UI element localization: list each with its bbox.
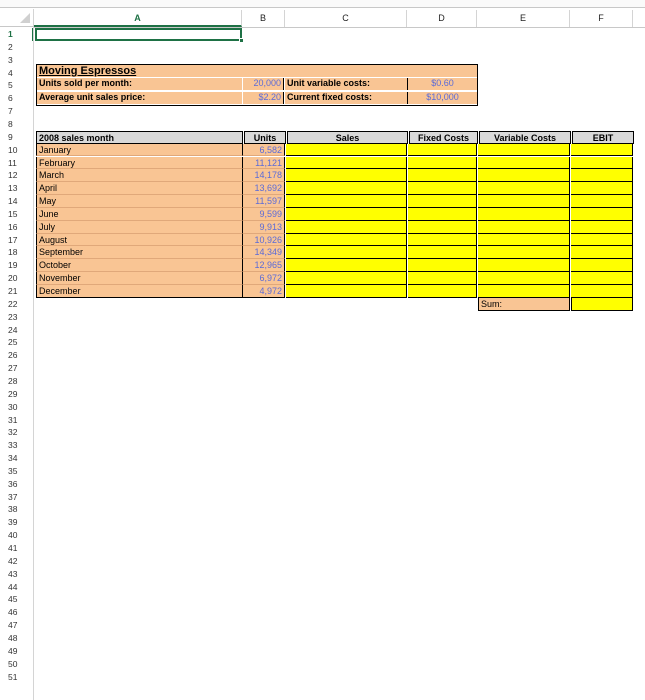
fixed-costs-cell[interactable]: [408, 182, 477, 195]
row-header-31[interactable]: 31: [8, 414, 18, 425]
row-header-50[interactable]: 50: [8, 658, 18, 669]
header-ebit[interactable]: EBIT: [572, 131, 634, 144]
units-cell[interactable]: 12,965: [243, 259, 285, 272]
sales-cell[interactable]: [286, 246, 407, 259]
header-units[interactable]: Units: [244, 131, 286, 144]
units-cell[interactable]: 9,599: [243, 208, 285, 221]
variable-costs-cell[interactable]: [478, 195, 570, 208]
column-header-d[interactable]: D: [407, 10, 477, 27]
units-sold-value[interactable]: 20,000: [243, 78, 284, 90]
row-header-46[interactable]: 46: [8, 607, 18, 618]
current-fixed-costs-label[interactable]: Current fixed costs:: [285, 92, 407, 104]
month-cell[interactable]: April: [36, 182, 243, 195]
row-header-6[interactable]: 6: [8, 93, 13, 104]
ebit-cell[interactable]: [571, 157, 633, 170]
variable-costs-cell[interactable]: [478, 157, 570, 170]
fixed-costs-cell[interactable]: [408, 234, 477, 247]
variable-costs-cell[interactable]: [478, 208, 570, 221]
fixed-costs-cell[interactable]: [408, 246, 477, 259]
ebit-cell[interactable]: [571, 246, 633, 259]
sales-cell[interactable]: [286, 169, 407, 182]
select-all-corner[interactable]: [0, 9, 34, 27]
variable-costs-cell[interactable]: [478, 234, 570, 247]
ebit-cell[interactable]: [571, 285, 633, 298]
units-cell[interactable]: 14,178: [243, 169, 285, 182]
month-cell[interactable]: June: [36, 208, 243, 221]
month-cell[interactable]: August: [36, 234, 243, 247]
fill-handle[interactable]: [239, 38, 244, 43]
header-variable-costs[interactable]: Variable Costs: [479, 131, 571, 144]
month-cell[interactable]: September: [36, 246, 243, 259]
avg-price-label[interactable]: Average unit sales price:: [37, 92, 242, 104]
row-header-17[interactable]: 17: [8, 234, 18, 245]
ebit-sum-cell[interactable]: [571, 298, 633, 311]
row-header-49[interactable]: 49: [8, 645, 18, 656]
month-cell[interactable]: November: [36, 272, 243, 285]
row-header-36[interactable]: 36: [8, 478, 18, 489]
variable-costs-cell[interactable]: [478, 144, 570, 157]
units-cell[interactable]: 10,926: [243, 234, 285, 247]
fixed-costs-cell[interactable]: [408, 157, 477, 170]
ebit-cell[interactable]: [571, 221, 633, 234]
row-header-3[interactable]: 3: [8, 54, 13, 65]
avg-price-value[interactable]: $2.20: [243, 92, 284, 104]
row-header-2[interactable]: 2: [8, 41, 13, 52]
row-header-34[interactable]: 34: [8, 453, 18, 464]
row-header-7[interactable]: 7: [8, 106, 13, 117]
unit-variable-costs-value[interactable]: $0.60: [407, 78, 477, 90]
row-header-13[interactable]: 13: [8, 183, 18, 194]
unit-variable-costs-label[interactable]: Unit variable costs:: [285, 78, 407, 90]
variable-costs-cell[interactable]: [478, 182, 570, 195]
row-header-10[interactable]: 10: [8, 144, 18, 155]
units-cell[interactable]: 6,582: [243, 144, 285, 157]
month-cell[interactable]: February: [36, 157, 243, 170]
sales-cell[interactable]: [286, 144, 407, 157]
column-header-a[interactable]: A: [34, 10, 242, 27]
column-header-f[interactable]: F: [570, 10, 633, 27]
row-header-4[interactable]: 4: [8, 67, 13, 78]
variable-costs-cell[interactable]: [478, 272, 570, 285]
row-header-19[interactable]: 19: [8, 260, 18, 271]
column-header-b[interactable]: B: [242, 10, 285, 27]
row-header-divider: [33, 27, 34, 700]
row-header-14[interactable]: 14: [8, 196, 18, 207]
row-header-47[interactable]: 47: [8, 620, 18, 631]
sales-cell[interactable]: [286, 272, 407, 285]
sales-cell[interactable]: [286, 259, 407, 272]
row-header-40[interactable]: 40: [8, 530, 18, 541]
ebit-cell[interactable]: [571, 144, 633, 157]
row-header-15[interactable]: 15: [8, 208, 18, 219]
units-cell[interactable]: 9,913: [243, 221, 285, 234]
selected-cell-a1[interactable]: [35, 28, 242, 41]
units-sold-label[interactable]: Units sold per month:: [37, 78, 242, 90]
row-header-8[interactable]: 8: [8, 118, 13, 129]
header-sales[interactable]: Sales: [287, 131, 408, 144]
fixed-costs-cell[interactable]: [408, 221, 477, 234]
ebit-cell[interactable]: [571, 234, 633, 247]
title-cell[interactable]: Moving Espressos: [37, 65, 477, 77]
row-header-1[interactable]: 1: [0, 28, 34, 41]
month-cell[interactable]: December: [36, 285, 243, 298]
ebit-cell[interactable]: [571, 169, 633, 182]
header-month[interactable]: 2008 sales month: [36, 131, 243, 144]
units-cell[interactable]: 11,121: [243, 157, 285, 170]
row-header-38[interactable]: 38: [8, 504, 18, 515]
variable-costs-cell[interactable]: [478, 221, 570, 234]
sales-cell[interactable]: [286, 208, 407, 221]
row-header-45[interactable]: 45: [8, 594, 18, 605]
ebit-cell[interactable]: [571, 272, 633, 285]
row-header-18[interactable]: 18: [8, 247, 18, 258]
fixed-costs-cell[interactable]: [408, 272, 477, 285]
row-header-29[interactable]: 29: [8, 388, 18, 399]
ebit-cell[interactable]: [571, 259, 633, 272]
fixed-costs-cell[interactable]: [408, 285, 477, 298]
sales-cell[interactable]: [286, 234, 407, 247]
units-cell[interactable]: 4,972: [243, 285, 285, 298]
row-header-25[interactable]: 25: [8, 337, 18, 348]
ebit-cell[interactable]: [571, 195, 633, 208]
variable-costs-cell[interactable]: [478, 259, 570, 272]
row-header-43[interactable]: 43: [8, 568, 18, 579]
month-cell[interactable]: October: [36, 259, 243, 272]
row-header-26[interactable]: 26: [8, 350, 18, 361]
month-cell[interactable]: January: [36, 144, 243, 157]
row-header-37[interactable]: 37: [8, 491, 18, 502]
fixed-costs-cell[interactable]: [408, 259, 477, 272]
ebit-cell[interactable]: [571, 208, 633, 221]
row-header-11[interactable]: 11: [8, 157, 17, 168]
row-header-48[interactable]: 48: [8, 632, 18, 643]
row-header-32[interactable]: 32: [8, 427, 18, 438]
row-header-33[interactable]: 33: [8, 440, 18, 451]
row-header-5[interactable]: 5: [8, 80, 13, 91]
row-header-39[interactable]: 39: [8, 517, 18, 528]
row-header-16[interactable]: 16: [8, 221, 18, 232]
fixed-costs-cell[interactable]: [408, 208, 477, 221]
units-cell[interactable]: 13,692: [243, 182, 285, 195]
units-cell[interactable]: 11,597: [243, 195, 285, 208]
row-header-30[interactable]: 30: [8, 401, 18, 412]
row-header-51[interactable]: 51: [8, 671, 18, 682]
sales-cell[interactable]: [286, 195, 407, 208]
sum-label[interactable]: Sum:: [478, 298, 570, 311]
variable-costs-cell[interactable]: [478, 169, 570, 182]
ebit-cell[interactable]: [571, 182, 633, 195]
row-header-20[interactable]: 20: [8, 273, 18, 284]
month-cell[interactable]: July: [36, 221, 243, 234]
variable-costs-cell[interactable]: [478, 285, 570, 298]
sales-cell[interactable]: [286, 285, 407, 298]
fixed-costs-cell[interactable]: [408, 195, 477, 208]
column-header-c[interactable]: C: [285, 10, 407, 27]
row-header-44[interactable]: 44: [8, 581, 18, 592]
toolbar-edge: [0, 0, 645, 8]
row-header-24[interactable]: 24: [8, 324, 18, 335]
row-header-21[interactable]: 21: [8, 286, 18, 296]
row-header-42[interactable]: 42: [8, 555, 18, 566]
units-cell[interactable]: 6,972: [243, 272, 285, 285]
row-header-23[interactable]: 23: [8, 311, 18, 322]
month-cell[interactable]: March: [36, 169, 243, 182]
row-header-28[interactable]: 28: [8, 375, 18, 386]
current-fixed-costs-value[interactable]: $10,000: [407, 92, 477, 104]
variable-costs-cell[interactable]: [478, 246, 570, 259]
row-header-9[interactable]: 9: [8, 131, 13, 142]
row-header-27[interactable]: 27: [8, 363, 18, 374]
row-header-41[interactable]: 41: [8, 543, 18, 553]
row-header-22[interactable]: 22: [8, 298, 18, 309]
sales-cell[interactable]: [286, 157, 407, 170]
fixed-costs-cell[interactable]: [408, 169, 477, 182]
fixed-costs-cell[interactable]: [408, 144, 477, 157]
units-cell[interactable]: 14,349: [243, 246, 285, 259]
sales-cell[interactable]: [286, 221, 407, 234]
row-header-12[interactable]: 12: [8, 170, 18, 181]
column-header-e[interactable]: E: [477, 10, 570, 27]
sales-cell[interactable]: [286, 182, 407, 195]
header-fixed-costs[interactable]: Fixed Costs: [409, 131, 478, 144]
month-cell[interactable]: May: [36, 195, 243, 208]
row-header-35[interactable]: 35: [8, 465, 18, 476]
